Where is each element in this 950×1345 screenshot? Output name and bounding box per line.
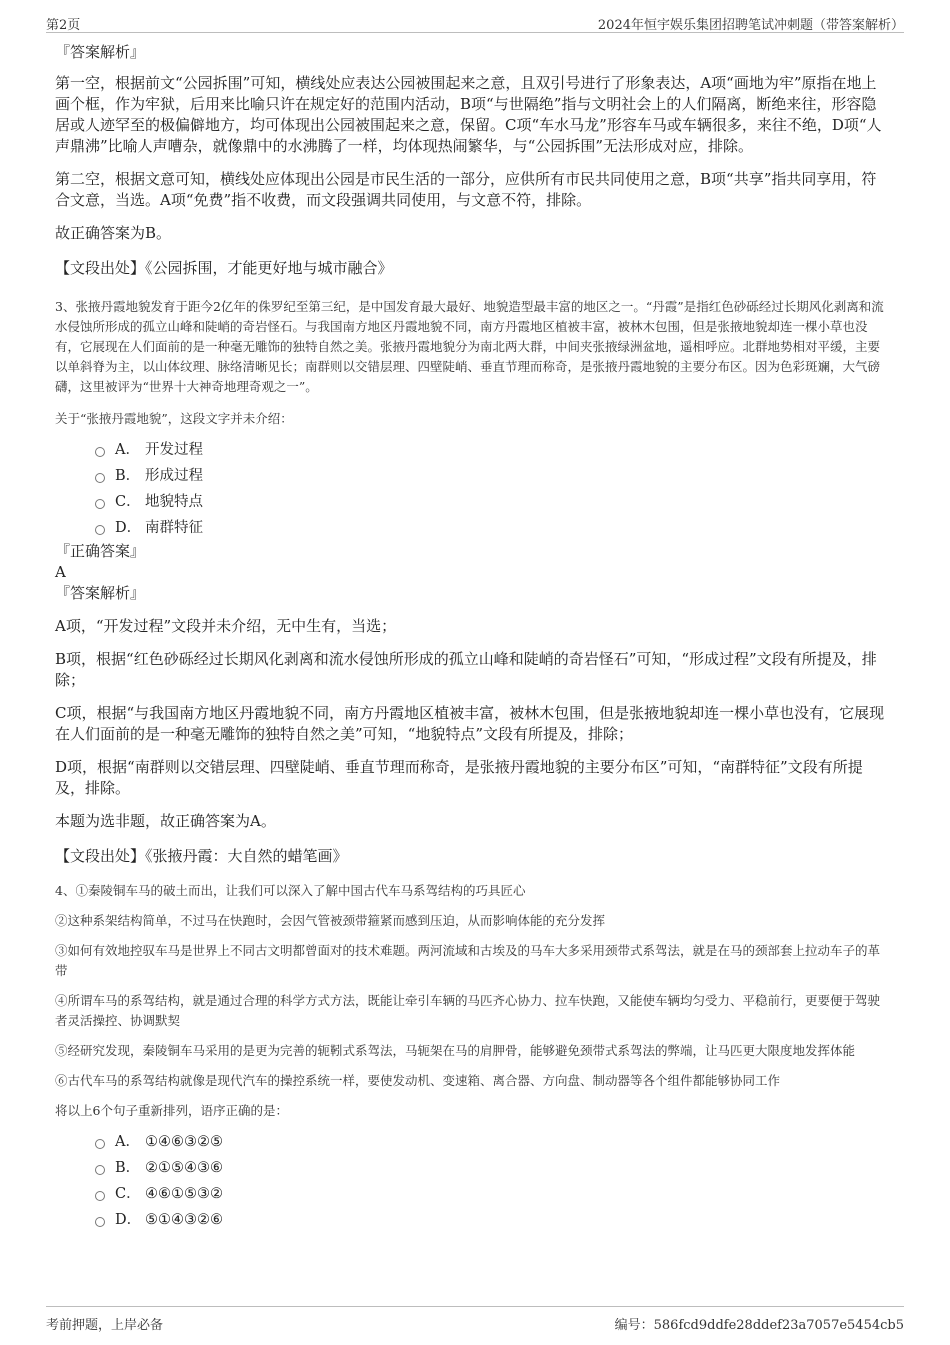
q4-question: 将以上6个句子重新排列，语序正确的是： bbox=[55, 1103, 288, 1118]
q3-conclusion: 本题为选非题，故正确答案为A。 bbox=[55, 812, 276, 830]
radio-icon[interactable] bbox=[95, 1139, 105, 1149]
q3-options bbox=[95, 437, 890, 541]
q3-source: 【文段出处】《张掖丹霞：大自然的蜡笔画》 bbox=[55, 847, 348, 865]
radio-icon[interactable] bbox=[95, 499, 105, 509]
document-body bbox=[55, 42, 890, 1233]
radio-icon[interactable] bbox=[95, 1165, 105, 1175]
q4-sentence-4: ④所谓车马的系驾结构，就是通过合理的科学方式方法，既能让牵引车辆的马匹齐心协力、拉车快跑，又能使车辆均匀受力、平稳前行，更要便于驾驶者灵活操控、协调默契 bbox=[55, 993, 881, 1028]
footer-slogan: 考前押题，上岸必备 bbox=[46, 1318, 164, 1333]
q3-analysis-d: D项，根据“南群则以交错层理、四壁陡峭、垂直节理而称奇，是张掖丹霞地貌的主要分布区”可知，“南群特征”文段有所提及，排除。 bbox=[55, 758, 863, 797]
q3-option-d[interactable]: D． 南群特征 bbox=[95, 515, 890, 541]
q3-option-c[interactable]: C． 地貌特点 bbox=[95, 489, 890, 515]
q3-analysis-b: B项，根据“红色砂砾经过长期风化剥离和流水侵蚀所形成的孤立山峰和陡峭的奇岩怪石”可知，“形成过程”文段有所提及，排除； bbox=[55, 650, 877, 689]
q3-question: 关于“张掖丹霞地貌”，这段文字并未介绍： bbox=[55, 411, 293, 426]
q4-option-b[interactable]: B． ②①⑤④③⑥ bbox=[95, 1155, 890, 1181]
q3-option-a[interactable]: A． 开发过程 bbox=[95, 437, 890, 463]
q3-answer: A bbox=[55, 563, 66, 581]
document-id: 编号：586fcd9ddfe28ddef23a7057e5454cb5 bbox=[614, 1318, 904, 1333]
q4-option-c[interactable]: C． ④⑥①⑤③② bbox=[95, 1181, 890, 1207]
page-footer bbox=[46, 1306, 904, 1333]
radio-icon[interactable] bbox=[95, 473, 105, 483]
q3-option-b[interactable]: B． 形成过程 bbox=[95, 463, 890, 489]
radio-icon[interactable] bbox=[95, 1191, 105, 1201]
q4-sentence-6: ⑥古代车马的系驾结构就像是现代汽车的操控系统一样，要使发动机、变速箱、离合器、方向盘、制动器等各个组件都能够协同工作 bbox=[55, 1073, 781, 1088]
page-number: 第2页 bbox=[46, 18, 81, 33]
page-header bbox=[46, 10, 904, 33]
q4-sentence-5: ⑤经研究发现，秦陵铜车马采用的是更为完善的轭靷式系驾法，马轭架在马的肩胛骨，能够避免颈带式系驾法的弊端，让马匹更大限度地发挥体能 bbox=[55, 1043, 856, 1058]
q4-options bbox=[95, 1129, 890, 1233]
radio-icon[interactable] bbox=[95, 447, 105, 457]
q2-conclusion: 故正确答案为B。 bbox=[55, 224, 172, 242]
q2-analysis-label: 『答案解析』 bbox=[55, 43, 146, 61]
q3-analysis-c: C项，根据“与我国南方地区丹霞地貌不同，南方丹霞地区植被丰富，被林木包围，但是张掖地貌却连一棵小草也没有，它展现在人们面前的是一种毫无雕饰的独特自然之美”可知，“地貌特点”文段有所提及，排除； bbox=[55, 704, 885, 743]
q2-source: 【文段出处】《公园拆围，才能更好地与城市融合》 bbox=[55, 259, 393, 277]
q3-answer-label: 『正确答案』 bbox=[55, 542, 146, 560]
q3-stem: 3、张掖丹霞地貌发育于距今2亿年的侏罗纪至第三纪，是中国发育最大最好、地貌造型最丰富的地区之一。“丹霞”是指红色砂砾经过长期风化剥离和流水侵蚀所形成的孤立山峰和陡峭的奇岩怪石。与我国南方地区丹霞地貌不同，南方丹霞地区植被丰富，被林木包围，但是张掖地貌却连一棵小草也没有，它展现在人们面前的是一种毫无雕饰的独特自然之美。张掖丹霞地貌分为南北两大群，中间夹张掖绿洲盆地，遥相呼应。北群地势相对平缓，主要以单斜脊为主，以山体纹理、脉络清晰见长；南群则以交错层理、四壁陡峭、垂直节理而称奇，是张掖丹霞地貌的主要分布区。因为色彩斑斓，大气磅礴，这里被评为“世界十大神奇地理奇观之一”。 bbox=[55, 299, 884, 394]
q3-analysis-a: A项，“开发过程”文段并未介绍，无中生有，当选； bbox=[55, 617, 397, 635]
radio-icon[interactable] bbox=[95, 1217, 105, 1227]
q4-option-d[interactable]: D． ⑤①④③②⑥ bbox=[95, 1207, 890, 1233]
radio-icon[interactable] bbox=[95, 525, 105, 535]
q2-analysis-para1: 第一空，根据前文“公园拆围”可知，横线处应表达公园被围起来之意，且双引号进行了形象表达，A项“画地为牢”原指在地上画个框，作为牢狱，后用来比喻只许在规定好的范围内活动，B项“与世隔绝”指与文明社会上的人们隔离，断绝来往，形容隐居或人迹罕至的极偏僻地方，均可体现出公园被围起来之意，保留。C项“车水马龙”形容车马或车辆很多，来往不绝，D项“人声鼎沸”比喻人声嘈杂，就像鼎中的水沸腾了一样，均体现热闹繁华，与“公园拆围”无法形成对应，排除。 bbox=[55, 74, 882, 155]
q4-sentence-2: ②这种系架结构简单，不过马在快跑时，会因气管被颈带箍紧而感到压迫，从而影响体能的充分发挥 bbox=[55, 913, 606, 928]
document-title: 2024年恒宇娱乐集团招聘笔试冲刺题（带答案解析） bbox=[597, 18, 904, 33]
q4-sentence-3: ③如何有效地控驭车马是世界上不同古文明都曾面对的技术难题。两河流域和古埃及的马车大多采用颈带式系驾法，就是在马的颈部套上拉动车子的革带 bbox=[55, 943, 881, 978]
q2-analysis-para2: 第二空，根据文意可知，横线处应体现出公园是市民生活的一部分，应供所有市民共同使用之意，B项“共享”指共同享用，符合文意，当选。A项“免费”指不收费，而文段强调共同使用，与文意不符，排除。 bbox=[55, 170, 877, 209]
q3-analysis-label: 『答案解析』 bbox=[55, 584, 146, 602]
q4-option-a[interactable]: A． ①④⑥③②⑤ bbox=[95, 1129, 890, 1155]
q4-stem: 4、①秦陵铜车马的破土而出，让我们可以深入了解中国古代车马系驾结构的巧具匠心 bbox=[55, 883, 526, 898]
